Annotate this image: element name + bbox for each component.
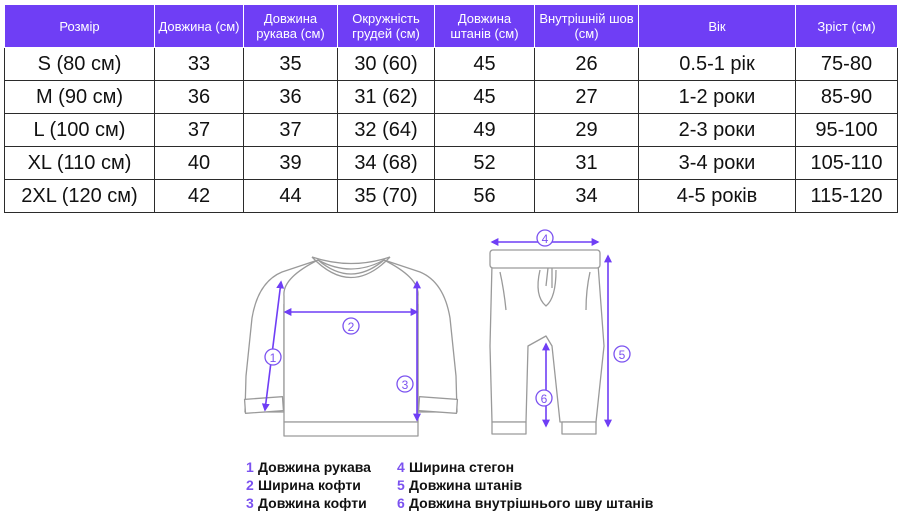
svg-text:3: 3 [401, 378, 409, 392]
measure-marker-3 [397, 376, 413, 392]
table-cell: 37 [244, 114, 338, 147]
measure-marker-5 [614, 346, 630, 362]
table-cell: S (80 см) [5, 48, 155, 81]
legend-number: 4 [397, 459, 405, 475]
table-cell: 34 (68) [338, 147, 435, 180]
table-row [5, 147, 898, 180]
legend-number: 6 [397, 495, 405, 511]
table-cell: 2-3 роки [639, 114, 796, 147]
measure-marker-4 [537, 230, 553, 246]
table-cell: M (90 см) [5, 81, 155, 114]
svg-text:4: 4 [541, 232, 549, 246]
header-age: Вік [639, 5, 796, 48]
table-cell: 36 [244, 81, 338, 114]
table-cell: 33 [155, 48, 244, 81]
legend-label: Довжина внутрішнього шву штанів [409, 495, 654, 511]
table-cell: 31 [535, 147, 639, 180]
table-cell: 3-4 роки [639, 147, 796, 180]
table-cell: XL (110 см) [5, 147, 155, 180]
legend-item [246, 458, 371, 476]
table-cell: 37 [155, 114, 244, 147]
measure-marker-6 [536, 390, 552, 406]
table-cell: 0.5-1 рік [639, 48, 796, 81]
table-cell: 35 [244, 48, 338, 81]
legend-label: Довжина кофти [258, 495, 367, 511]
measure-marker-1 [265, 349, 281, 365]
table-row [5, 81, 898, 114]
table-cell: 2XL (120 см) [5, 180, 155, 213]
table-cell: 39 [244, 147, 338, 180]
table-cell: 27 [535, 81, 639, 114]
garment-measurement-diagram [0, 226, 903, 454]
legend-item [397, 476, 653, 494]
svg-text:5: 5 [618, 348, 626, 362]
table-cell: 32 (64) [338, 114, 435, 147]
legend-item [246, 494, 371, 512]
table-cell: 52 [435, 147, 535, 180]
sweatshirt-illustration [245, 257, 458, 436]
table-cell: 49 [435, 114, 535, 147]
header-size: Розмір [5, 5, 155, 48]
table-row [5, 114, 898, 147]
table-cell: 29 [535, 114, 639, 147]
legend-label: Довжина рукава [258, 459, 371, 475]
legend-column-right [397, 458, 653, 512]
table-cell: 105-110 [796, 147, 898, 180]
table-cell: 115-120 [796, 180, 898, 213]
table-cell: 42 [155, 180, 244, 213]
header-sleeve-length: Довжина рукава (см) [244, 5, 338, 48]
header-inseam: Внутрішній шов (см) [535, 5, 639, 48]
svg-text:2: 2 [347, 320, 355, 334]
table-cell: 1-2 роки [639, 81, 796, 114]
legend-number: 2 [246, 477, 254, 493]
legend-number: 1 [246, 459, 254, 475]
svg-text:1: 1 [269, 351, 277, 365]
header-pants-length: Довжина штанів (см) [435, 5, 535, 48]
table-cell: 56 [435, 180, 535, 213]
table-cell: 26 [535, 48, 639, 81]
table-cell: 95-100 [796, 114, 898, 147]
table-cell: 4-5 років [639, 180, 796, 213]
legend-number: 5 [397, 477, 405, 493]
legend-item [397, 494, 653, 512]
legend-number: 3 [246, 495, 254, 511]
table-row [5, 180, 898, 213]
table-cell: 31 (62) [338, 81, 435, 114]
table-cell: 85-90 [796, 81, 898, 114]
table-cell: 75-80 [796, 48, 898, 81]
pants-illustration [490, 250, 604, 434]
legend-label: Ширина кофти [258, 477, 361, 493]
table-cell: 45 [435, 48, 535, 81]
legend-label: Ширина стегон [409, 459, 515, 475]
table-cell: 34 [535, 180, 639, 213]
legend-column-left [246, 458, 371, 512]
table-cell: 40 [155, 147, 244, 180]
table-cell: 30 (60) [338, 48, 435, 81]
legend-item [397, 458, 653, 476]
svg-text:6: 6 [540, 392, 548, 406]
table-cell: 44 [244, 180, 338, 213]
measure-marker-2 [343, 318, 359, 334]
table-header-row [5, 5, 898, 48]
header-length: Довжина (см) [155, 5, 244, 48]
table-row [5, 48, 898, 81]
legend-item [246, 476, 371, 494]
table-cell: 36 [155, 81, 244, 114]
header-chest-circumference: Окружність грудей (см) [338, 5, 435, 48]
table-cell: 45 [435, 81, 535, 114]
table-cell: L (100 см) [5, 114, 155, 147]
legend-label: Довжина штанів [409, 477, 523, 493]
header-height: Зріст (см) [796, 5, 898, 48]
table-cell: 35 (70) [338, 180, 435, 213]
size-chart-table [4, 4, 898, 213]
